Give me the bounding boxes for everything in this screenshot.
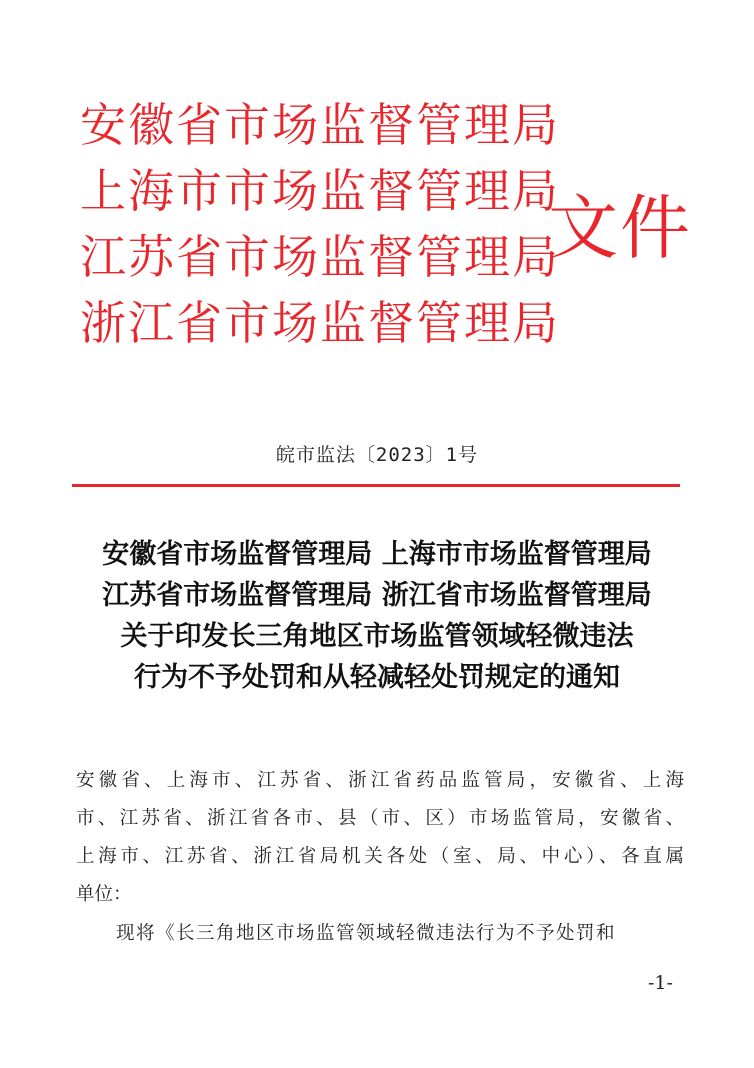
issuing-agency-line: 安 徽 省 市 场 监 督 管 理 局: [80, 98, 560, 152]
issuing-agency-line: 浙 江 省 市 场 监 督 管 理 局: [80, 296, 560, 350]
issuing-agency-line: 江 苏 省 市 场 监 督 管 理 局: [80, 230, 560, 284]
issuing-agency-line: 上 海 市 市 场 监 督 管 理 局: [80, 164, 560, 218]
document-title: [40, 534, 714, 698]
recipients-line: 安徽省、上海市、江苏省、浙江省药品监管局，安徽省、上海: [76, 770, 684, 791]
title-line: 江苏省市场监督管理局 浙江省市场监督管理局: [102, 580, 652, 611]
title-line: 关于印发长三角地区市场监管领域轻微违法: [120, 621, 634, 652]
title-line: 行为不予处罚和从轻减轻处罚规定的通知: [134, 662, 620, 693]
red-divider-line: [72, 484, 680, 487]
document-number: 皖市监法〔2023〕1号: [275, 444, 479, 466]
title-line: 安徽省市场监督管理局 上海市市场监督管理局: [102, 539, 652, 570]
recipients-line: 市、江苏省、浙江省各市、县（市、区）市场监管局，安徽省、: [76, 808, 684, 829]
page-number: -1-: [648, 972, 673, 994]
document-type-label: 文件: [548, 187, 692, 269]
recipients-block: [76, 762, 684, 914]
issuing-agencies-block: [80, 92, 560, 356]
recipients-line: 单位：: [76, 884, 132, 905]
recipients-line: 上海市、江苏省、浙江省局机关各处（室、局、中心）、各直属: [76, 846, 684, 867]
body-paragraph: 现将《长三角地区市场监管领域轻微违法行为不予处罚和: [116, 923, 617, 944]
